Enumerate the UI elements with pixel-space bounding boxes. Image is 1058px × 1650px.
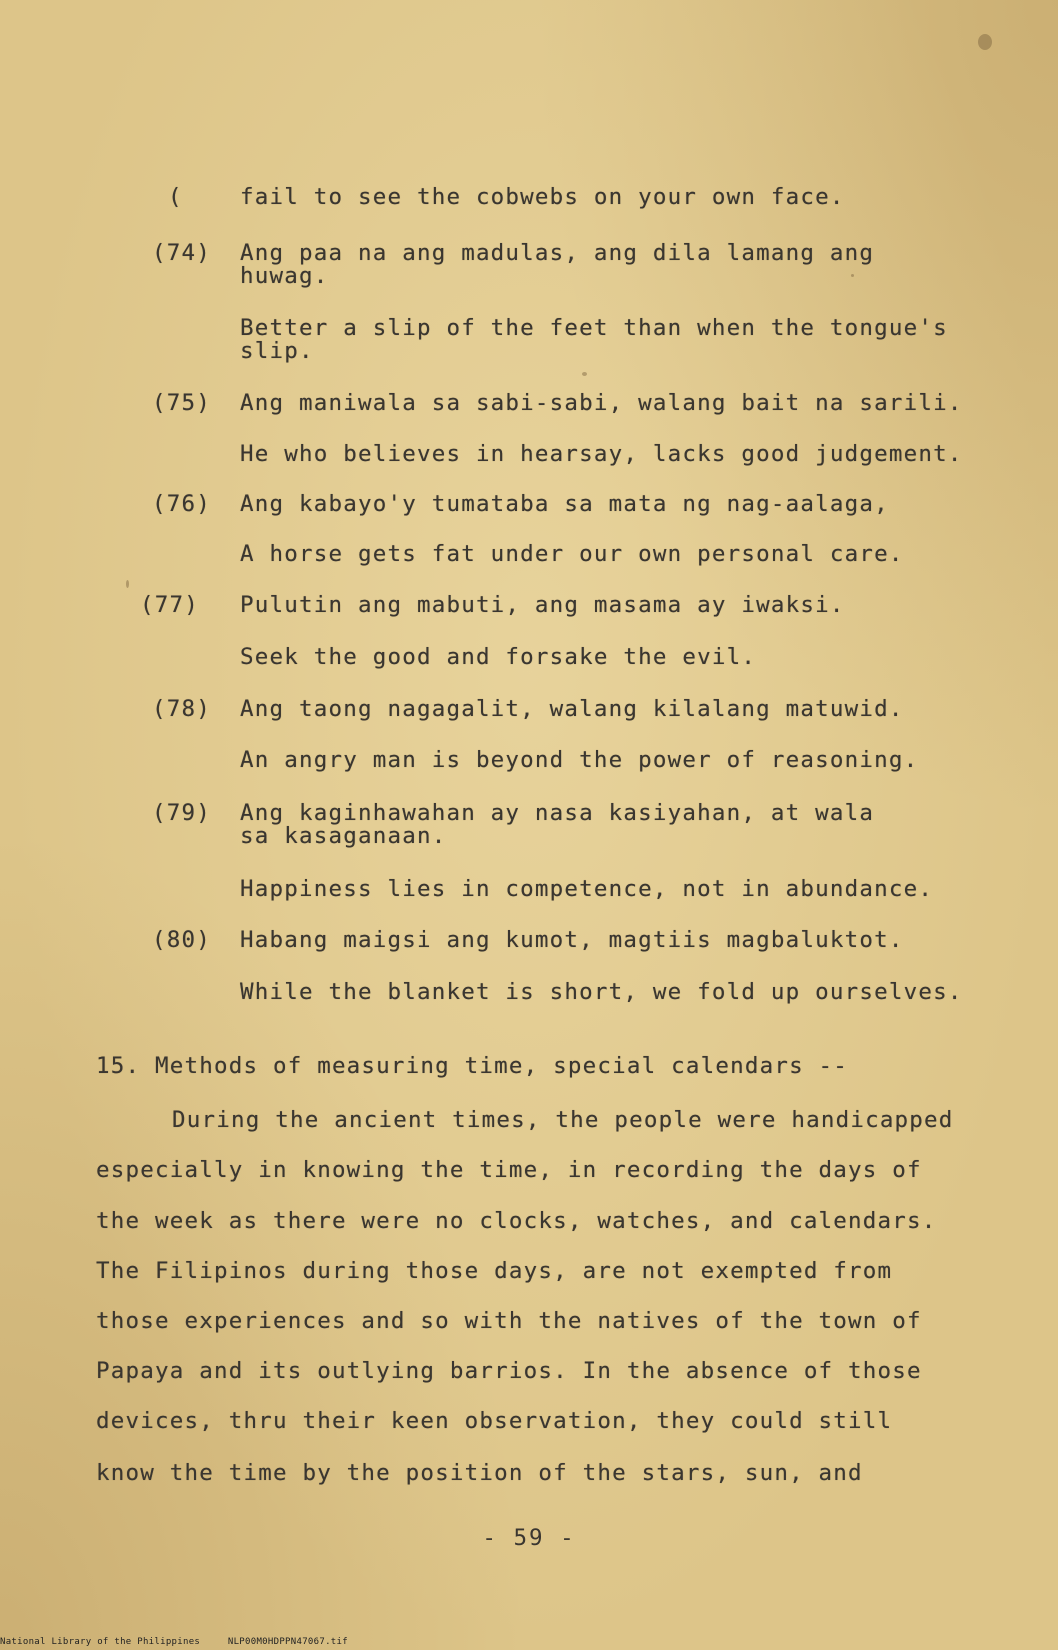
proverb-number: (78): [152, 696, 211, 722]
paper-stain: [978, 34, 992, 50]
proverb-translation: Happiness lies in competence, not in abundance.: [240, 876, 934, 902]
proverb-tagalog: Pulutin ang mabuti, ang masama ay iwaksi.: [240, 592, 845, 618]
proverb-translation: A horse gets fat under our own personal care.: [240, 541, 904, 567]
proverb-tagalog: Ang taong nagagalit, walang kilalang matuwid.: [240, 696, 904, 722]
section-heading: 15. Methods of measuring time, special calendars --: [96, 1053, 849, 1079]
paragraph-line: especially in knowing the time, in recording the days of: [96, 1157, 922, 1183]
paragraph-line: those experiences and so with the natives of the town of: [96, 1308, 922, 1334]
proverb-translation: fail to see the cobwebs on your own face.: [240, 184, 845, 210]
paper-speck: [126, 580, 129, 588]
footer-file-id: NLP00M0HDPPN47067.tif: [227, 1637, 348, 1647]
proverb-tagalog: huwag.: [240, 263, 329, 289]
proverb-tagalog: sa kasaganaan.: [240, 823, 447, 849]
proverb-translation: While the blanket is short, we fold up ourselves.: [240, 979, 963, 1005]
proverb-number: (77): [140, 592, 199, 618]
footer-library: National Library of the Philippines: [0, 1637, 201, 1647]
proverb-number: (74): [152, 240, 211, 266]
proverb-translation: An angry man is beyond the power of reasoning.: [240, 747, 919, 773]
paragraph-line: During the ancient times, the people were handicapped: [172, 1107, 954, 1133]
proverb-tagalog: Ang paa na ang madulas, ang dila lamang ang: [240, 240, 875, 266]
page-number: - 59 -: [482, 1525, 576, 1551]
proverb-number: (: [168, 184, 183, 210]
proverb-number: (79): [152, 800, 211, 826]
proverb-translation: He who believes in hearsay, lacks good judgement.: [240, 441, 963, 467]
proverb-tagalog: Ang kabayo'y tumataba sa mata ng nag-aalaga,: [240, 491, 889, 517]
proverb-translation: slip.: [240, 338, 314, 364]
proverb-number: (80): [152, 927, 211, 953]
proverb-tagalog: Habang maigsi ang kumot, magtiis magbaluktot.: [240, 927, 904, 953]
paper-speck: [582, 372, 587, 376]
paragraph-line: the week as there were no clocks, watches, and calendars.: [96, 1208, 937, 1234]
paragraph-line: The Filipinos during those days, are not exempted from: [96, 1258, 893, 1284]
paragraph-line: Papaya and its outlying barrios. In the absence of those: [96, 1358, 922, 1384]
proverb-number: (76): [152, 491, 211, 517]
proverb-translation: Seek the good and forsake the evil.: [240, 644, 757, 670]
proverb-translation: Better a slip of the feet than when the tongue's: [240, 315, 948, 341]
paragraph-line: devices, thru their keen observation, they could still: [96, 1408, 893, 1434]
proverb-tagalog: Ang maniwala sa sabi-sabi, walang bait na sarili.: [240, 390, 963, 416]
proverb-tagalog: Ang kaginhawahan ay nasa kasiyahan, at wala: [240, 800, 875, 826]
scan-footer: [0, 1637, 370, 1647]
proverb-number: (75): [152, 390, 211, 416]
paragraph-line: know the time by the position of the stars, sun, and: [96, 1460, 863, 1486]
paper-speck: [851, 274, 854, 277]
